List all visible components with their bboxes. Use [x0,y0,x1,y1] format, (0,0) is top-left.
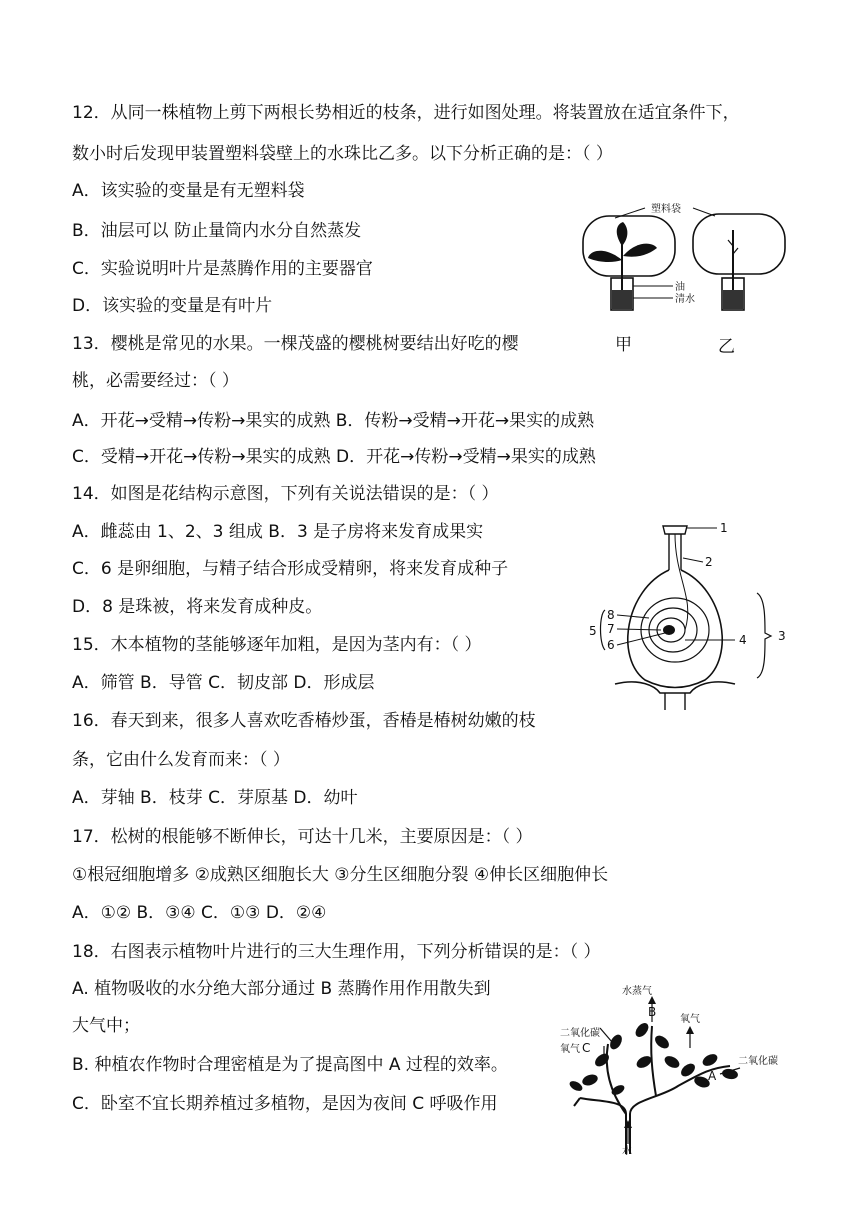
q18-option-a-line2: 大气中； [72,1016,140,1036]
label-o2-left: 氧气 [560,1044,580,1055]
yi-plastic-bag [693,214,785,274]
jia-leaf-top [617,222,628,246]
q13-stem-line1: 13．樱桃是常见的水果。一棵茂盛的樱桃树要结出好吃的樱 [72,334,519,354]
q17-stem: 17．松树的根能够不断伸长，可达十几米，主要原因是：（ ） [72,827,533,847]
q12-caption-jia: 甲 [615,335,632,355]
q12-option-b: B．油层可以 防止量筒内水分自然蒸发 [72,221,362,241]
q14-option-d: D．8 是珠被，将来发育成种皮。 [72,597,323,617]
q12-option-a: A．该实验的变量是有无塑料袋 [72,181,305,201]
label-plastic-bag: 塑料袋 [651,204,681,215]
ovary-outline [628,570,722,688]
q15-stem: 15．木本植物的茎能够逐年加粗，是因为茎内有：（ ） [72,635,482,655]
q14-option-c: C．6 是卵细胞，与精子结合形成受精卵，将来发育成种子 [72,559,509,579]
q17-options: A．①② B．③④ C．①③ D．②④ [72,903,327,923]
flower-label-8: 8 [607,608,615,622]
q17-items: ①根冠细胞增多 ②成熟区细胞长大 ③分生区细胞分裂 ④伸长区细胞伸长 [72,865,609,885]
flower-label-1: 1 [720,521,728,535]
label-process-a: A [708,1069,717,1083]
q13-stem-line2: 桃，必需要经过：（ ） [72,371,239,391]
label-water-vapor: 水蒸气 [622,986,652,997]
q14-options-ab: A．雌蕊由 1、2、3 组成 B．3 是子房将来发育成果实 [72,522,484,542]
q16-options: A．芽轴 B．枝芽 C．芽原基 D．幼叶 [72,788,358,808]
q12-caption-yi: 乙 [718,337,735,357]
q16-stem-line2: 条，它由什么发育而来：（ ） [72,750,290,770]
flower-label-7: 7 [607,622,615,636]
jia-leaf-left [588,251,622,262]
q18-stem: 18．右图表示植物叶片进行的三大生理作用，下列分析错误的是：（ ） [72,942,601,962]
q18-option-b: B. 种植农作物时合理密植是为了提高图中 A 过程的效率。 [72,1055,508,1075]
label-co2-left: 二氧化碳 [560,1028,600,1039]
label-process-b: B [648,1005,657,1019]
q16-stem-line1: 16．春天到来，很多人喜欢吃香椿炒蛋，香椿是椿树幼嫩的枝 [72,711,536,731]
q13-options-cd: C．受精→开花→传粉→果实的成熟 D．开花→传粉→受精→果实的成熟 [72,447,596,467]
q18-option-a-line1: A. 植物吸收的水分绝大部分通过 B 蒸腾作用作用散失到 [72,979,491,999]
q12-stem-line1: 12．从同一株植物上剪下两根长势相近的枝条，进行如图处理。将装置放在适宜条件下， [72,103,740,123]
flower-label-5: 5 [589,624,597,638]
q15-options: A．筛管 B．导管 C．韧皮部 D．形成层 [72,673,375,693]
flower-label-4: 4 [739,633,747,647]
label-water: 清水 [675,294,695,305]
flower-label-6: 6 [607,638,615,652]
jia-leaf-right [623,244,657,257]
q18-option-c: C．卧室不宜长期养植过多植物，是因为夜间 C 呼吸作用 [72,1094,498,1114]
jia-plastic-bag [583,216,675,276]
q12-stem-line2: 数小时后发现甲装置塑料袋壁上的水珠比乙多。以下分析正确的是：（ ） [72,144,613,164]
q12-option-d: D．该实验的变量是有叶片 [72,296,273,316]
label-co2-right: 二氧化碳 [738,1056,778,1067]
q12-option-c: C．实验说明叶片是蒸腾作用的主要器官 [72,259,373,279]
q12-transpiration-figure [575,188,805,313]
label-process-c: C [582,1041,591,1055]
q13-options-ab: A．开花→受精→传粉→果实的成熟 B．传粉→受精→开花→果实的成熟 [72,411,595,431]
label-water: 水 [622,1146,632,1157]
flower-label-3: 3 [778,629,786,643]
q18-plant-processes-figure [560,982,790,1157]
q14-stem: 14．如图是花结构示意图，下列有关说法错误的是：（ ） [72,484,499,504]
label-oil: 油 [675,282,685,293]
label-o2-right: 氧气 [680,1014,700,1025]
flower-label-2: 2 [705,555,713,569]
q14-flower-structure-figure [585,518,810,713]
